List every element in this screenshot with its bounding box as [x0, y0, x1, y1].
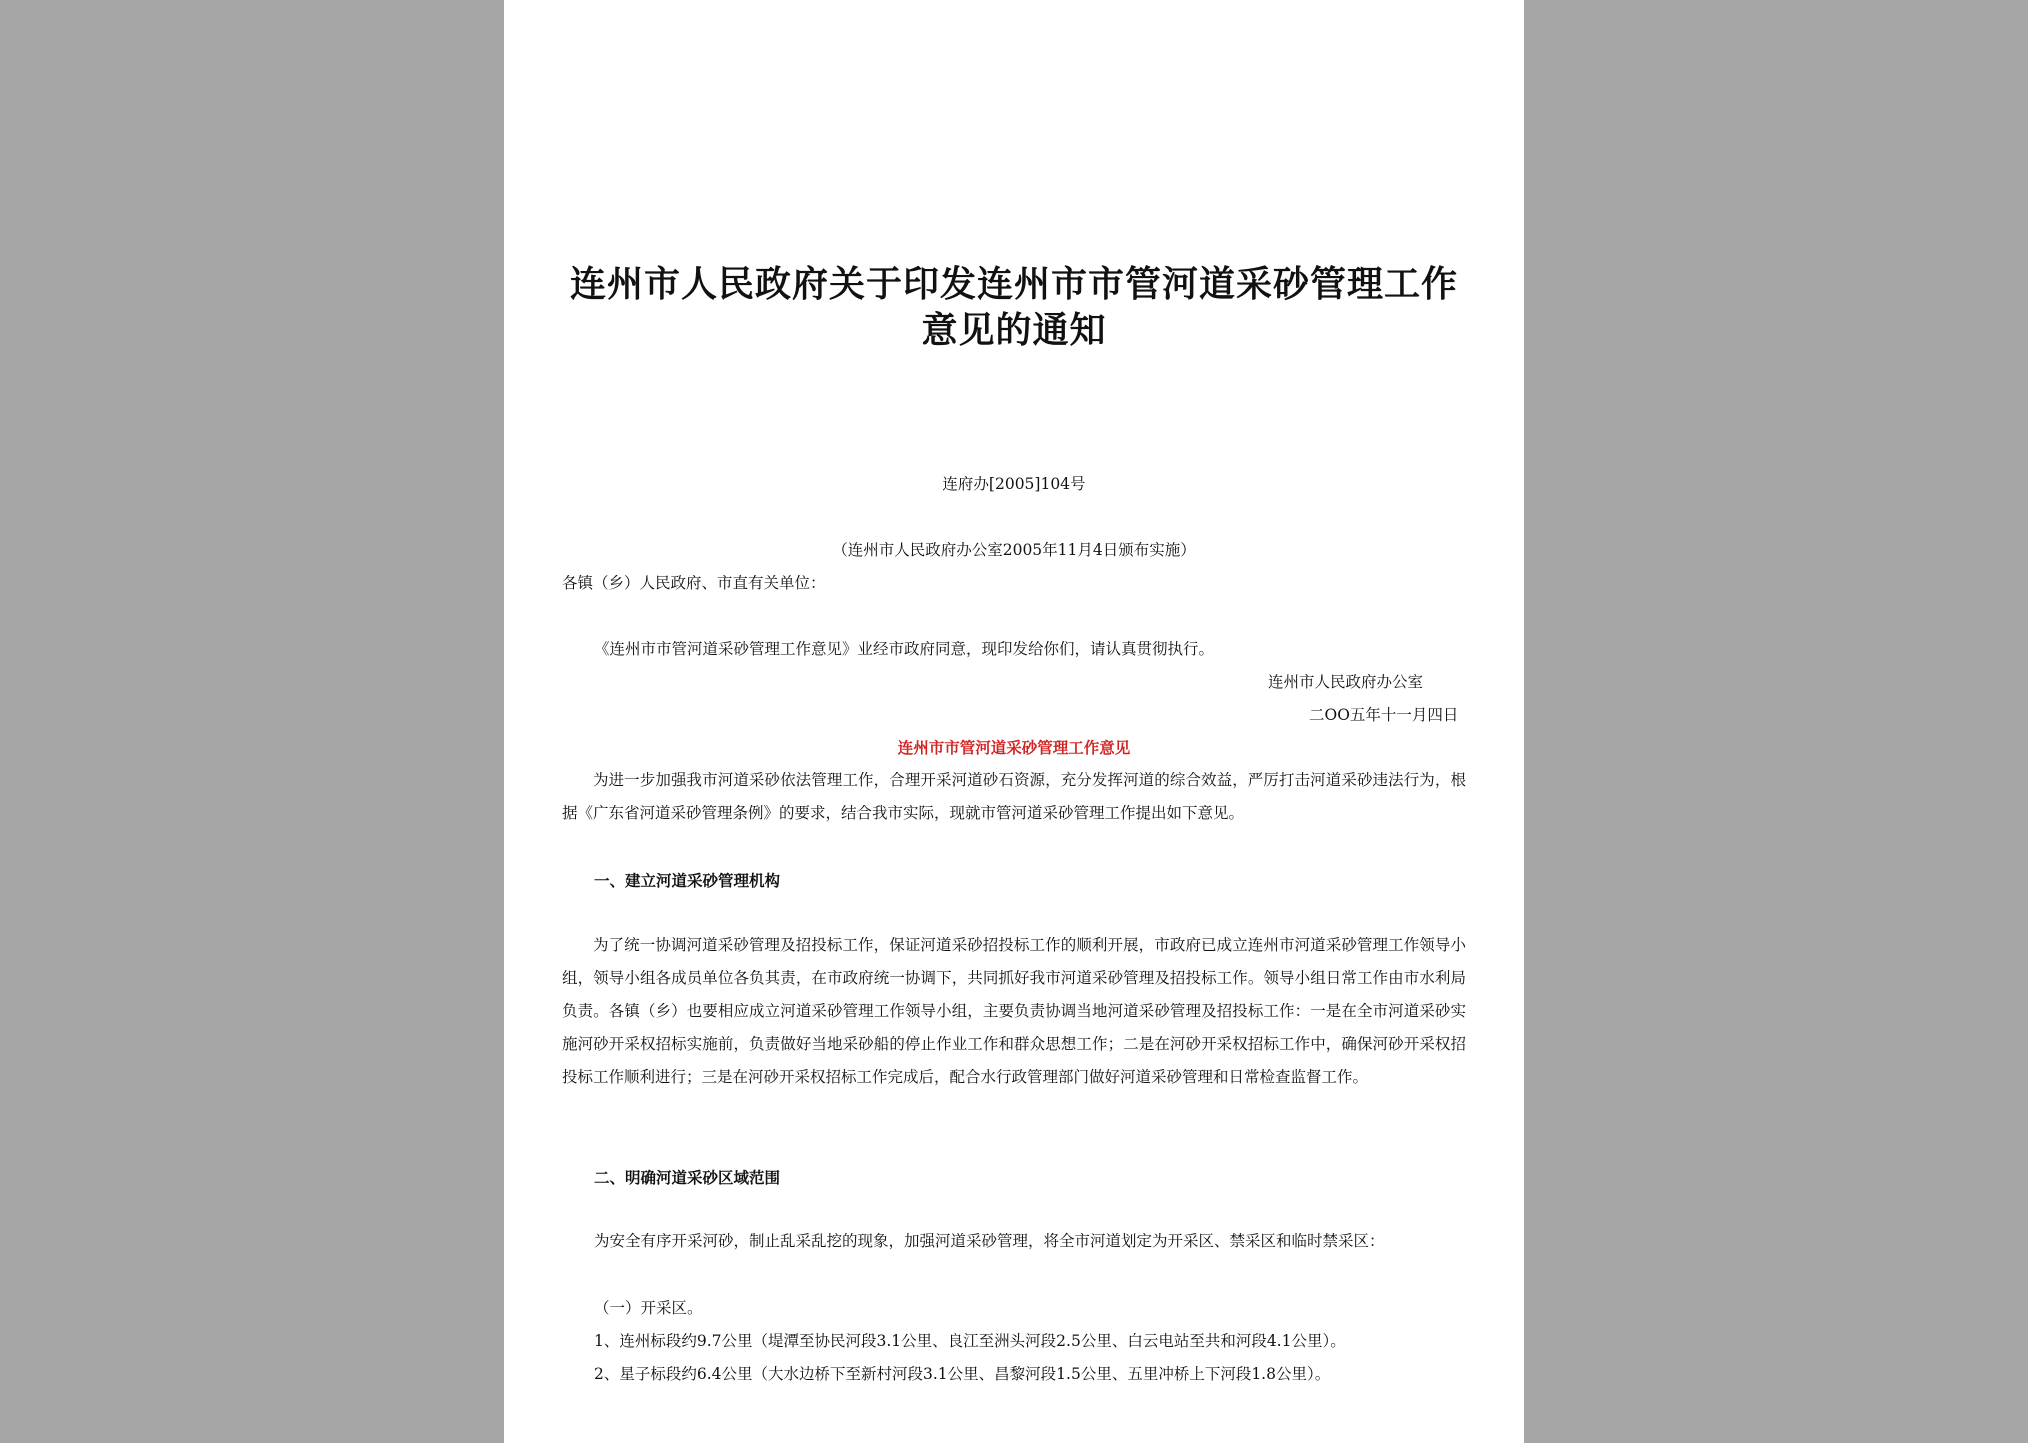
document-title-line-1: 连州市人民政府关于印发连州市市管河道采砂管理工作 — [569, 263, 1458, 305]
document-title-line-2: 意见的通知 — [921, 309, 1107, 351]
section-1-heading: 一、建立河道采砂管理机构 — [594, 871, 781, 890]
document-number: 连府办[2005]104号 — [942, 475, 1086, 493]
document-page — [504, 0, 1524, 1443]
issue-date: 二OO五年十一月四日 — [1309, 706, 1459, 724]
salutation: 各镇（乡）人民政府、市直有关单位： — [562, 574, 826, 592]
list-item-1: 1、连州标段约9.7公里（堤潭至协民河段3.1公里、良江至洲头河段2.5公里、白云电站至共和河段4.1公里）。 — [594, 1332, 1346, 1350]
list-item-2: 2、星子标段约6.4公里（大水边桥下至新村河段3.1公里、昌黎河段1.5公里、五里冲桥上下河段1.8公里）。 — [594, 1365, 1331, 1383]
section-2-heading: 二、明确河道采砂区域范围 — [594, 1168, 781, 1187]
section-2-paragraph: 为安全有序开采河砂，制止乱采乱挖的现象，加强河道采砂管理，将全市河道划定为开采区、禁采区和临时禁采区： — [594, 1232, 1385, 1250]
intro-paragraph: 《连州市市管河道采砂管理工作意见》业经市政府同意，现印发给你们，请认真贯彻执行。 — [594, 640, 1215, 658]
subsection-1-heading: （一）开采区。 — [594, 1299, 703, 1317]
issue-note: （连州市人民政府办公室2005年11月4日颁布实施） — [832, 541, 1196, 559]
subtitle: 连州市市管河道采砂管理工作意见 — [897, 738, 1131, 757]
signatory: 连州市人民政府办公室 — [1268, 673, 1424, 691]
opening-paragraph: 为进一步加强我市河道采砂依法管理工作，合理开采河道砂石资源，充分发挥河道的综合效益，严厉打击河道采砂违法行为，根据《广东省河道采砂管理条例》的要求，结合我市实际，现就市管河道采砂管理工作提出如下意见。 — [562, 771, 1466, 822]
section-1-paragraph: 为了统一协调河道采砂管理及招投标工作，保证河道采砂招投标工作的顺利开展，市政府已成立连州市河道采砂管理工作领导小组，领导小组各成员单位各负其责，在市政府统一协调下，共同抓好我市河道采砂管理及招投标工作。领导小组日常工作由市水利局负责。各镇（乡）也要相应成立河道采砂管理工作领导小组，主要负责协调当地河道采砂管理及招投标工作：一是在全市河道采砂实施河砂开采权招标实施前，负责做好当地采砂船的停止作业工作和群众思想工作；二是在河砂开采权招标工作中，确保河砂开采权招投标工作顺利进行；三是在河砂开采权招标工作完成后，配合水行政管理部门做好河道采砂管理和日常检查监督工作。 — [562, 936, 1466, 1086]
